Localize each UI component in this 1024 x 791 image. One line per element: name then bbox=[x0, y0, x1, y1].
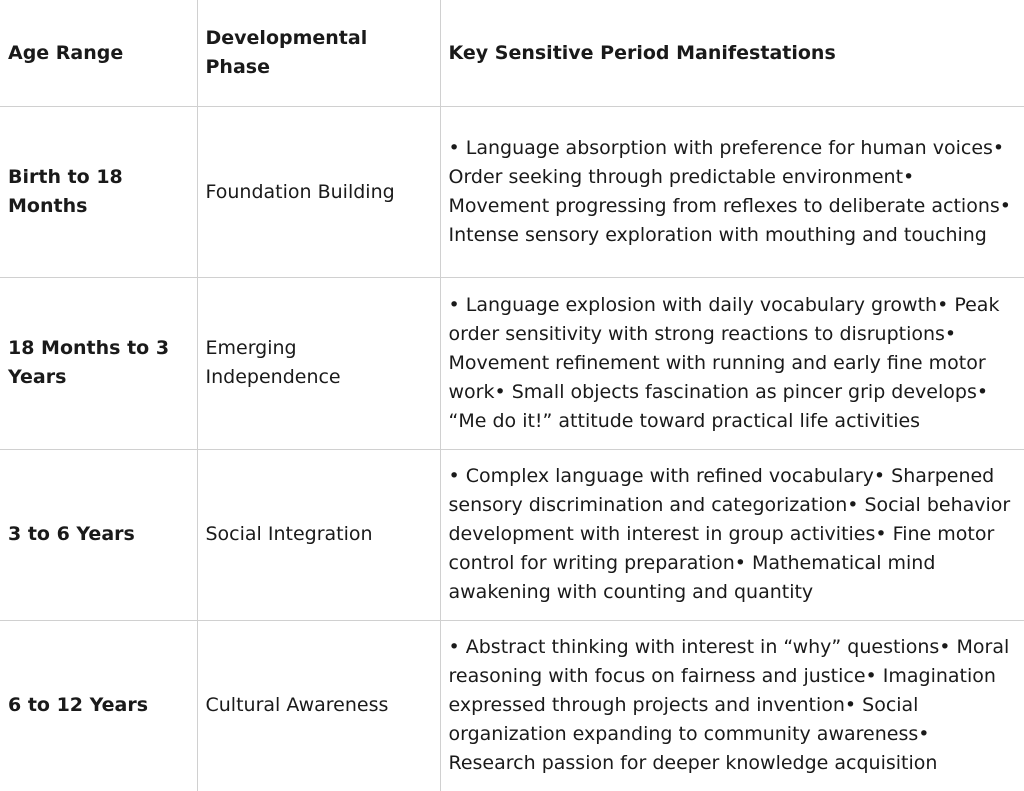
manifestations-cell: • Language explosion with daily vocabulary growth• Peak order sensitivity with strong reactions to disruptions• Movement refinement with running and early fine motor work• Small objects fascination as pincer grip develops• “Me do it!” attitude toward practical life activities bbox=[440, 278, 1024, 449]
manifestations-cell: • Complex language with refined vocabulary• Sharpened sensory discrimination and categorization• Social behavior development with interest in group activities• Fine motor control for writing preparation• Mathematical mind awakening with counting and quantity bbox=[440, 449, 1024, 620]
header-developmental-phase: Developmental Phase bbox=[197, 0, 440, 107]
header-manifestations: Key Sensitive Period Manifestations bbox=[440, 0, 1024, 107]
header-row bbox=[0, 0, 1024, 107]
age-range-cell: Birth to 18 Months bbox=[0, 107, 197, 278]
table-row bbox=[0, 107, 1024, 278]
age-range-cell: 18 Months to 3 Years bbox=[0, 278, 197, 449]
table-row bbox=[0, 449, 1024, 620]
phase-cell: Social Integration bbox=[197, 449, 440, 620]
age-range-cell: 6 to 12 Years bbox=[0, 620, 197, 791]
table-row bbox=[0, 620, 1024, 791]
manifestations-cell: • Language absorption with preference for human voices• Order seeking through predictable environment• Movement progressing from reflexes to deliberate actions• Intense sensory exploration with mouthing and touching bbox=[440, 107, 1024, 278]
manifestations-cell: • Abstract thinking with interest in “why” questions• Moral reasoning with focus on fairness and justice• Imagination expressed through projects and invention• Social organization expanding to community awareness• Research passion for deeper knowledge acquisition bbox=[440, 620, 1024, 791]
header-age-range: Age Range bbox=[0, 0, 197, 107]
phase-cell: Emerging Independence bbox=[197, 278, 440, 449]
table-row bbox=[0, 278, 1024, 449]
phase-cell: Cultural Awareness bbox=[197, 620, 440, 791]
phase-cell: Foundation Building bbox=[197, 107, 440, 278]
age-range-cell: 3 to 6 Years bbox=[0, 449, 197, 620]
